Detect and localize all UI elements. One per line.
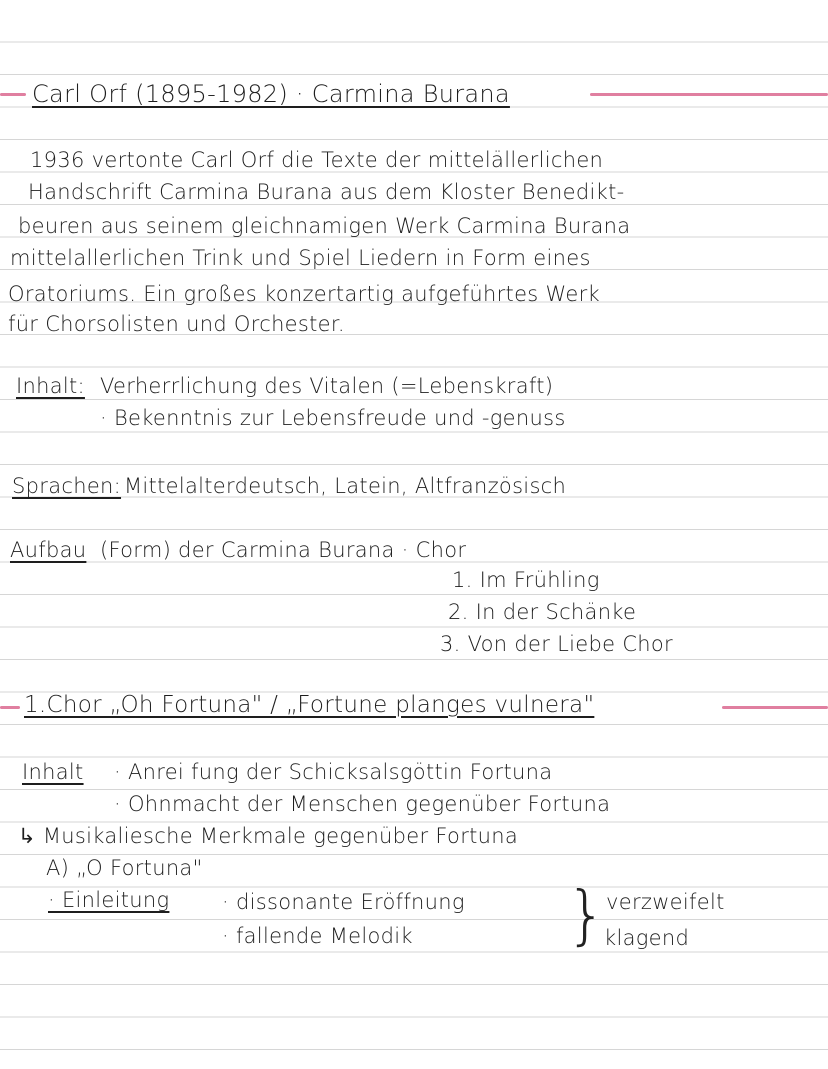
section-a: A) „O Fortuna"	[46, 856, 203, 880]
einleitung-label: · Einleitung	[48, 888, 170, 912]
inhalt-line: · Bekenntnis zur Lebensfreude und -genuss	[100, 406, 566, 430]
aufbau-part: 2. In der Schänke	[448, 600, 637, 624]
inhalt2-line: · Anrei fung der Schicksalsgöttin Fortuna	[114, 760, 553, 784]
inhalt-line: Verherrlichung des Vitalen (=Lebenskraft)	[100, 374, 554, 398]
inhalt2-label: Inhalt	[22, 760, 84, 784]
heading-accent-right	[722, 706, 828, 709]
section-title: 1.Chor „Oh Fortuna" / „Fortune planges vulnera"	[24, 692, 595, 718]
intro-line: Handschrift Carmina Burana aus dem Kloster Benedikt-	[28, 180, 625, 204]
page-title: Carl Orf (1895-1982) · Carmina Burana	[32, 80, 510, 108]
aufbau-label: Aufbau	[10, 538, 87, 562]
heading-accent-right	[590, 93, 828, 96]
aufbau-part: 1. Im Frühling	[452, 568, 600, 592]
sprachen-text: Mittelalterdeutsch, Latein, Altfranzösisch	[124, 474, 567, 498]
heading-accent-left	[0, 93, 26, 96]
intro-line: mittelallerlichen Trink und Spiel Liedern in Form eines	[10, 246, 591, 270]
intro-line: beuren aus seinem gleichnamigen Werk Carmina Burana	[18, 214, 631, 238]
einleitung-result: verzweifelt	[606, 890, 725, 914]
intro-line: für Chorsolisten und Orchester.	[8, 312, 345, 336]
inhalt2-line: · Ohnmacht der Menschen gegenüber Fortuna	[114, 792, 611, 816]
brace-symbol: }	[566, 879, 607, 953]
heading-accent-left	[0, 706, 20, 709]
einleitung-item: · fallende Melodik	[222, 924, 413, 948]
einleitung-item: · dissonante Eröffnung	[222, 890, 465, 914]
sprachen-label: Sprachen:	[12, 474, 122, 498]
intro-line: 1936 vertonte Carl Orf die Texte der mittelällerlichen	[30, 148, 604, 172]
einleitung-result: klagend	[604, 926, 690, 950]
aufbau-part: 3. Von der Liebe Chor	[440, 632, 673, 656]
inhalt-label: Inhalt:	[16, 374, 85, 398]
musik-line: ↳ Musikaliesche Merkmale gegenüber Fortuna	[18, 824, 519, 848]
aufbau-text: (Form) der Carmina Burana · Chor	[100, 538, 467, 562]
intro-line: Oratoriums. Ein großes konzertartig aufgeführtes Werk	[8, 282, 600, 306]
